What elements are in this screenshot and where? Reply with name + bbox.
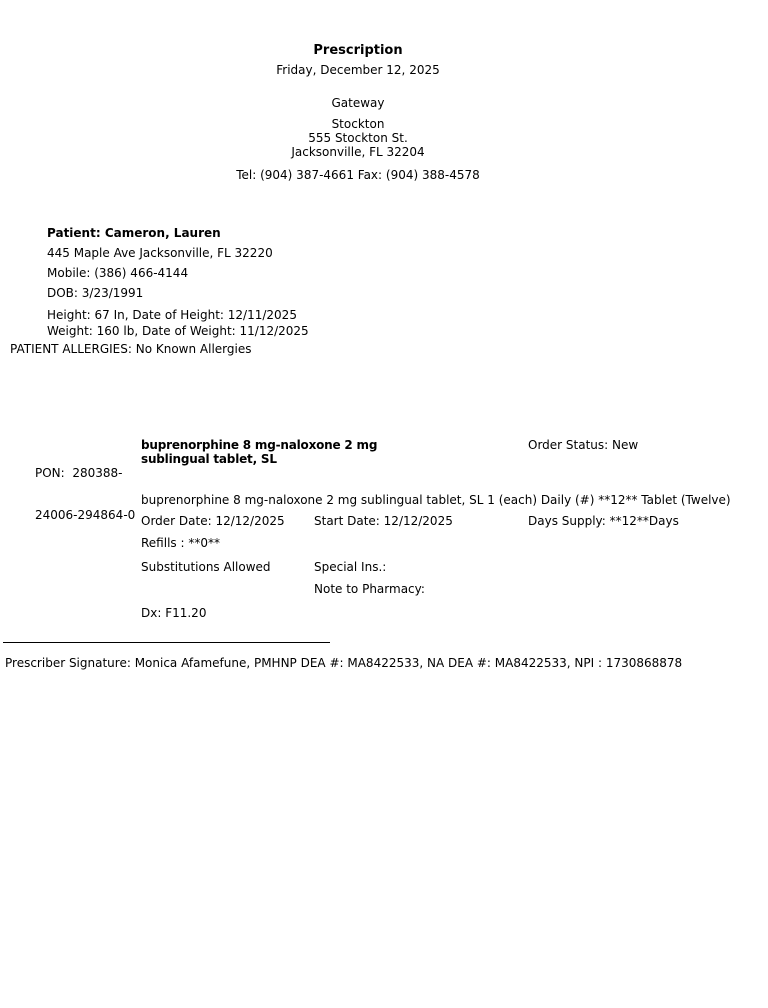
patient-mobile: Mobile: (386) 466-4144 [47, 266, 189, 280]
prescriber-signature-line: Prescriber Signature: Monica Afamefune, PMHNP DEA #: MA8422533, NA DEA #: MA8422533, NPI : 1730868878 [5, 656, 683, 670]
start-date: Start Date: 12/12/2025 [314, 514, 453, 528]
page-title: Prescription [313, 43, 403, 58]
patient-allergies: PATIENT ALLERGIES: No Known Allergies [10, 342, 252, 356]
facility-address-street: 555 Stockton St. [308, 131, 408, 145]
prescription-order-number [35, 438, 143, 550]
document-date: Friday, December 12, 2025 [276, 63, 440, 77]
note-to-pharmacy-label: Note to Pharmacy: [314, 582, 425, 596]
patient-dob: DOB: 3/23/1991 [47, 286, 144, 300]
order-status: Order Status: New [528, 438, 639, 452]
document-header [0, 43, 716, 183]
substitutions: Substitutions Allowed [141, 560, 271, 574]
facility-department: Stockton [331, 117, 385, 131]
patient-section [47, 223, 527, 339]
patient-height: Height: 67 In, Date of Height: 12/11/2025 [47, 308, 297, 322]
signature-rule [3, 642, 330, 643]
patient-weight: Weight: 160 lb, Date of Weight: 11/12/2025 [47, 324, 309, 338]
facility-tel-fax: Tel: (904) 387-4661 Fax: (904) 388-4578 [236, 168, 480, 182]
drug-name [141, 438, 521, 466]
drug-name-line-2: sublingual tablet, SL [141, 452, 277, 466]
patient-name: Patient: Cameron, Lauren [47, 226, 221, 240]
refills: Refills : **0** [141, 536, 220, 550]
medication-sig: buprenorphine 8 mg-naloxone 2 mg sublingual tablet, SL 1 (each) Daily (#) **12** Tablet (Twelve) [141, 493, 731, 507]
facility-name: Gateway [331, 96, 385, 110]
drug-name-line-1: buprenorphine 8 mg-naloxone 2 mg [141, 438, 378, 452]
days-supply: Days Supply: **12**Days [528, 514, 679, 528]
facility-address-city: Jacksonville, FL 32204 [291, 145, 425, 159]
pon-line-2: 24006-294864-0 [35, 508, 136, 522]
special-instructions-label: Special Ins.: [314, 560, 387, 574]
patient-address: 445 Maple Ave Jacksonville, FL 32220 [47, 246, 273, 260]
diagnosis-code: Dx: F11.20 [141, 606, 207, 620]
order-date: Order Date: 12/12/2025 [141, 514, 285, 528]
pon-line-1: PON: 280388- [35, 466, 123, 480]
